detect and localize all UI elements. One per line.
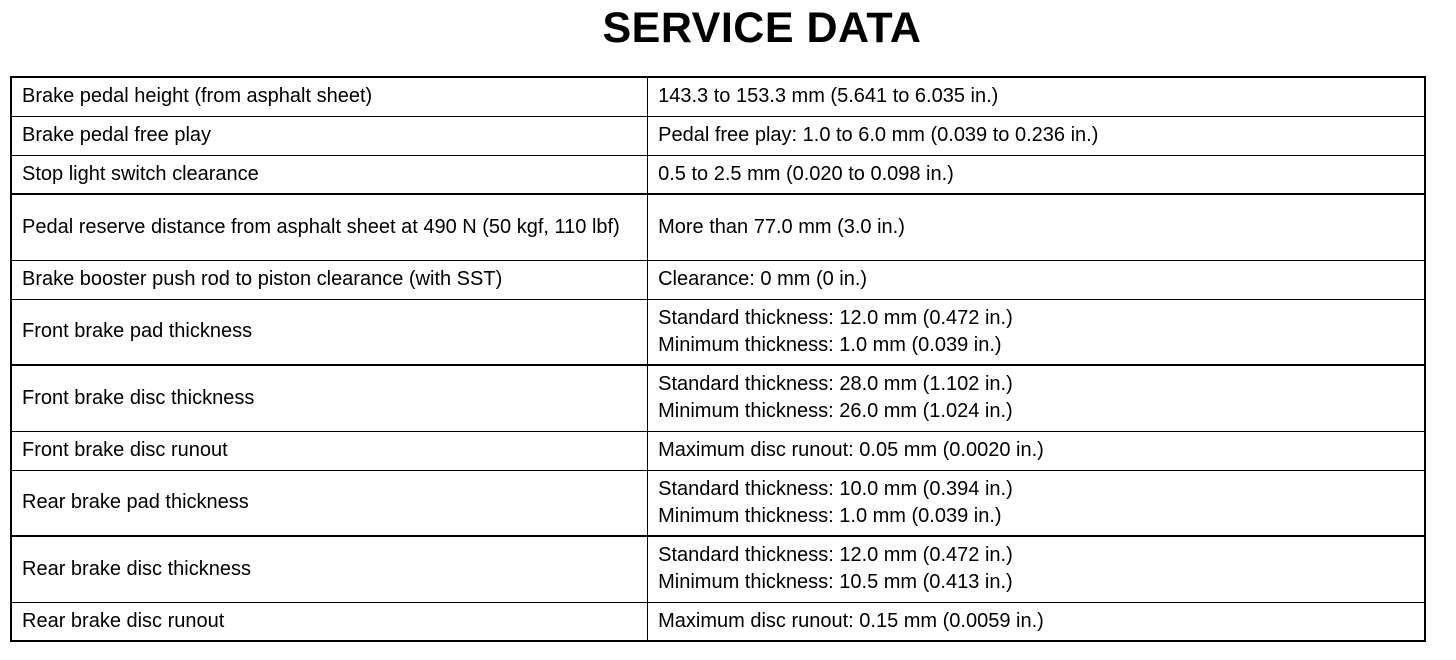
value-line: Pedal free play: 1.0 to 6.0 mm (0.039 to 0.236 in.)	[658, 124, 1099, 146]
value-line: More than 77.0 mm (3.0 in.)	[658, 215, 905, 238]
item-cell: Pedal reserve distance from asphalt sheet at 490 N (50 kgf, 110 lbf)	[11, 194, 648, 260]
table-row	[11, 194, 1425, 260]
value-line: Standard thickness: 12.0 mm (0.472 in.)	[658, 306, 1013, 329]
value-cell	[648, 431, 1425, 470]
value-line: Standard thickness: 12.0 mm (0.472 in.)	[658, 544, 1013, 567]
item-cell: Front brake disc thickness	[11, 365, 648, 431]
table-row	[11, 365, 1425, 431]
table-row	[11, 77, 1425, 116]
value-line: Minimum thickness: 10.5 mm (0.413 in.)	[658, 571, 1013, 594]
value-line: Standard thickness: 10.0 mm (0.394 in.)	[658, 477, 1013, 500]
item-cell: Rear brake disc thickness	[11, 536, 648, 602]
value-line: Minimum thickness: 1.0 mm (0.039 in.)	[658, 333, 1002, 356]
table-row	[11, 536, 1425, 602]
value-cell	[648, 155, 1425, 194]
item-cell: Brake pedal free play	[11, 116, 648, 155]
value-line: Maximum disc runout: 0.05 mm (0.0020 in.)	[658, 439, 1044, 461]
value-line: Standard thickness: 28.0 mm (1.102 in.)	[658, 373, 1013, 396]
table-row	[11, 155, 1425, 194]
table-row	[11, 260, 1425, 299]
value-cell	[648, 365, 1425, 431]
value-line: Clearance: 0 mm (0 in.)	[658, 268, 868, 290]
value-cell	[648, 77, 1425, 116]
table-row	[11, 431, 1425, 470]
value-cell	[648, 260, 1425, 299]
item-cell: Brake booster push rod to piston clearance (with SST)	[11, 260, 648, 299]
value-line: Maximum disc runout: 0.15 mm (0.0059 in.)	[658, 609, 1044, 632]
value-line: 143.3 to 153.3 mm (5.641 to 6.035 in.)	[658, 85, 999, 108]
table-row	[11, 470, 1425, 536]
item-cell: Rear brake pad thickness	[11, 470, 648, 536]
value-cell	[648, 299, 1425, 365]
item-cell: Front brake disc runout	[11, 431, 648, 470]
table-row	[11, 299, 1425, 365]
value-line: Minimum thickness: 1.0 mm (0.039 in.)	[658, 504, 1002, 527]
item-cell: Front brake pad thickness	[11, 299, 648, 365]
page-title: SERVICE DATA	[602, 4, 922, 52]
value-cell	[648, 602, 1425, 641]
value-cell	[648, 536, 1425, 602]
value-cell	[648, 194, 1425, 260]
service-data-table	[10, 76, 1426, 642]
value-line: Minimum thickness: 26.0 mm (1.024 in.)	[658, 400, 1013, 423]
item-cell: Rear brake disc runout	[11, 602, 648, 641]
table-row	[11, 602, 1425, 641]
value-cell	[648, 470, 1425, 536]
table-row	[11, 116, 1425, 155]
value-cell	[648, 116, 1425, 155]
item-cell: Stop light switch clearance	[11, 155, 648, 194]
item-cell: Brake pedal height (from asphalt sheet)	[11, 77, 648, 116]
value-line: 0.5 to 2.5 mm (0.020 to 0.098 in.)	[658, 162, 954, 185]
